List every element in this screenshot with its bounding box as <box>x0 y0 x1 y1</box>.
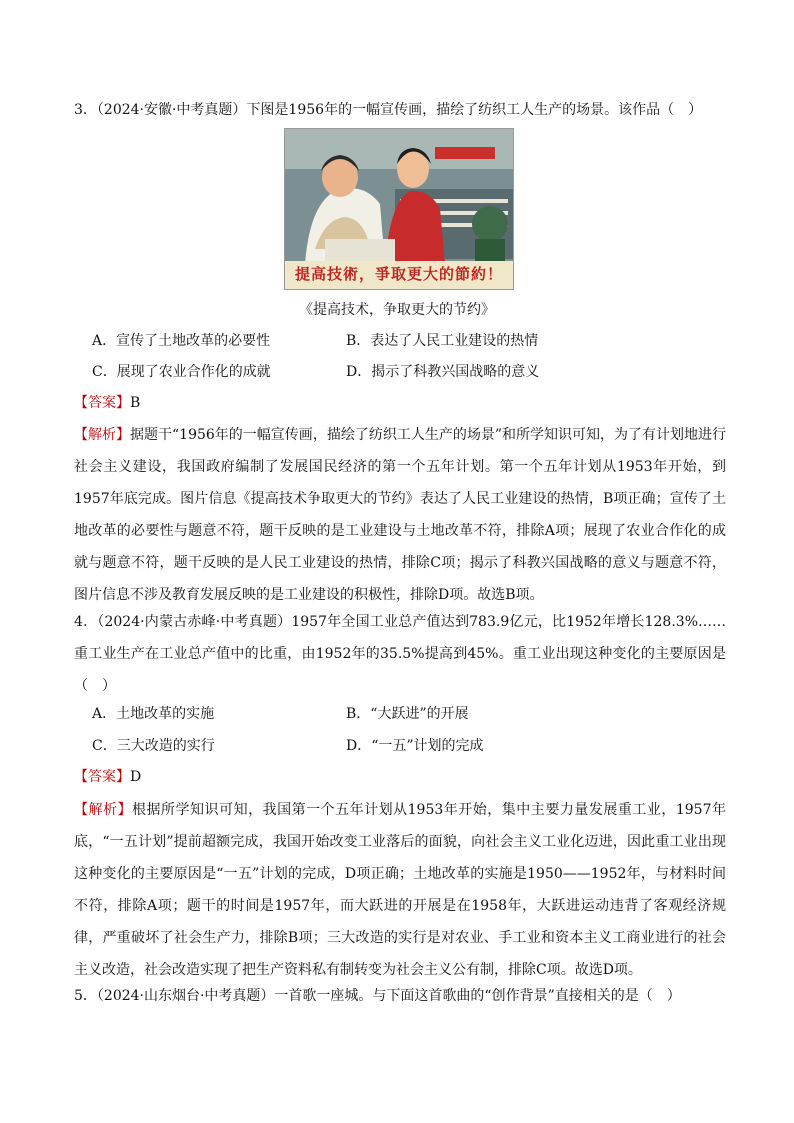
q4-option-d: D．“一五”计划的完成 <box>346 738 484 754</box>
q4-option-c: C．三大改造的实行 <box>92 738 215 754</box>
answer-label: 【答案】 <box>74 395 130 411</box>
propaganda-poster-image <box>284 128 514 290</box>
analysis-text: 据题干“1956年的一幅宣传画，描绘了纺织工人生产的场景”和所学知识可知，为了有计划地进行社会主义建设，我国政府编制了发展国民经济的第一个五年计划。第一个五年计划从1953年开始，到1957年底完成。图片信息《提高技术争取更大的节约》表达了人民工业建设的热情，B项正确；宣传了土地改革的必要性与题意不符，题干反映的是工业建设与土地改革不符，排除A项；展现了农业合作化的成就与题意不符，题干反映的是人民工业建设的热情，排除C项；揭示了科教兴国战略的意义与题意不符，图片信息不涉及教育发展反映的是工业建设的积极性，排除D项。故选B项。 <box>74 427 726 603</box>
q3-stem: 3．（2024·安徽·中考真题）下图是1956年的一幅宣传画，描绘了纺织工人生产的场景。该作品（ ） <box>74 102 703 118</box>
q5-stem: 5．（2024·山东烟台·中考真题）一首歌一座城。与下面这首歌曲的“创作背景”直接相关的是（ ） <box>74 988 681 1004</box>
poster-slogan: 提高技術，爭取更大的節約！ <box>294 265 503 283</box>
q3-option-b: B．表达了人民工业建设的热情 <box>346 333 539 349</box>
answer-value: B <box>130 395 141 411</box>
q4-stem-text: 4．（2024·内蒙古赤峰·中考真题）1957年全国工业总产值达到783.9亿元，比1952年增长128.3%……重工业生产在工业总产值中的比重，由1952年的35.5%提高到45%。重工业出现这种变化的主要原因是（ ） <box>74 614 726 694</box>
poster-caption: 《提高技术，争取更大的节约》 <box>299 302 495 318</box>
q4-option-b: B．“大跃进”的开展 <box>346 706 469 722</box>
answer-label: 【答案】 <box>74 769 130 785</box>
q3-analysis <box>74 419 726 611</box>
q4-stem <box>74 606 726 702</box>
q4-answer <box>74 767 141 787</box>
analysis-label: 【解析】 <box>74 427 131 443</box>
q3-answer <box>74 393 140 413</box>
analysis-text: 根据所学知识可知，我国第一个五年计划从1953年开始，集中主要力量发展重工业，1957年底，“一五计划”提前超额完成，我国开始改变工业落后的面貌，向社会主义工业化迈进，因此重工业出现这种变化的主要原因是“一五”计划的完成，D项正确；土地改革的实施是1950——1952年，与材料时间不符，排除A项；题干的时间是1957年，而大跃进的开展是在1958年，大跃进运动违背了客观经济规律，严重破坏了社会生产力，排除B项；三大改造的实行是对农业、手工业和资本主义工商业进行的社会主义改造，社会改造实现了把生产资料私有制转变为社会主义公有制，排除C项。故选D项。 <box>74 802 726 978</box>
q3-option-a: A．宣传了土地改革的必要性 <box>92 333 271 349</box>
q4-option-a: A．土地改革的实施 <box>92 706 215 722</box>
answer-value: D <box>130 769 142 785</box>
q3-option-d: D．揭示了科教兴国战略的意义 <box>346 364 540 380</box>
q4-analysis <box>74 794 726 986</box>
q3-option-c: C．展现了农业合作化的成就 <box>92 364 271 380</box>
analysis-label: 【解析】 <box>74 802 133 818</box>
